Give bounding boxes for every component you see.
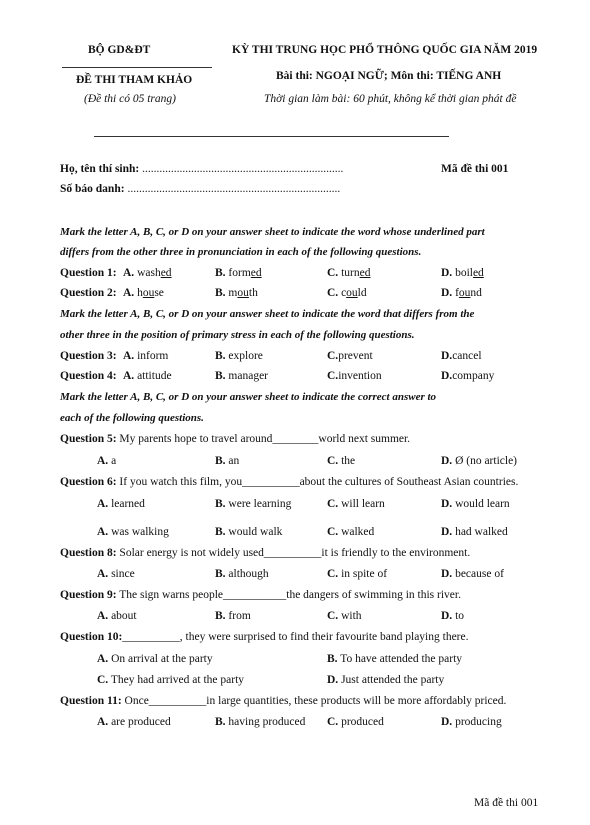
q6-label: Question 6: (60, 476, 117, 488)
section2-instruction-line1: Mark the letter A, B, C, or D on your answer sheet to indicate the word that differs from the (60, 308, 475, 320)
q9-b-letter: B. (215, 610, 226, 622)
q9-d-letter: D. (441, 610, 453, 622)
q6-b-letter: B. (215, 498, 226, 510)
q3-option-d (441, 350, 482, 362)
q2-d-underlined: ou (458, 287, 471, 299)
q2-c-post: ld (357, 287, 367, 299)
q5-stem-line (60, 433, 410, 445)
q3-d-text: cancel (452, 350, 482, 362)
q1-d-letter: D. (441, 267, 453, 279)
q11-a-letter: A. (97, 716, 109, 728)
q9-stem: The sign warns people___________the dangers of swimming in this river. (116, 589, 461, 601)
q8-stem-line (60, 547, 470, 559)
q3-b-text: explore (228, 350, 263, 362)
q8-option-d (441, 568, 504, 580)
q1-d-underlined: ed (472, 267, 484, 279)
q10-c-text: They had arrived at the party (110, 674, 245, 686)
q4-option-b (215, 370, 268, 382)
q5-b-letter: B. (215, 455, 226, 467)
q7-c-text: walked (341, 526, 375, 538)
q10-b-text: To have attended the party (340, 653, 463, 665)
q1-c-underlined: ed (359, 267, 371, 279)
exam-time: Thời gian làm bài: 60 phút, không kể thời gian phát đề (264, 93, 517, 105)
q9-a-text: about (111, 610, 137, 622)
q11-d-text: producing (455, 716, 502, 728)
q11-option-c (327, 716, 384, 728)
q5-d-text: Ø (no article) (455, 455, 518, 467)
q11-c-text: produced (341, 716, 384, 728)
q3-label: Question 3: (60, 350, 117, 362)
q6-a-letter: A. (97, 498, 109, 510)
section1-instruction-line1: Mark the letter A, B, C, or D on your answer sheet to indicate the word whose underlined part (60, 226, 485, 238)
q9-label: Question 9: (60, 589, 117, 601)
section1-instruction-line2: differs from the other three in pronunciation in each of the following questions. (60, 246, 422, 258)
q10-label: Question 10: (60, 631, 123, 643)
q7-option-c (327, 526, 374, 538)
q9-stem-line (60, 589, 461, 601)
q8-b-text: although (228, 568, 269, 580)
q10-d-letter: D. (327, 674, 339, 686)
section3-instruction-line2: each of the following questions. (60, 412, 204, 424)
q1-b-stem: form (228, 267, 251, 279)
q3-a-letter: A. (123, 350, 135, 362)
q7-option-b (215, 526, 282, 538)
q2-a-pre: h (137, 287, 143, 299)
q6-b-text: were learning (228, 498, 292, 510)
q1-c-stem: turn (341, 267, 360, 279)
q5-stem: My parents hope to travel around________world next summer. (116, 433, 411, 445)
q9-option-a (97, 610, 137, 622)
q8-label: Question 8: (60, 547, 117, 559)
q8-option-c (327, 568, 387, 580)
q4-option-d (441, 370, 494, 382)
q8-c-letter: C. (327, 568, 339, 580)
q4-c-text: invention (338, 370, 382, 382)
candidate-id-dots: .......................................................................... (124, 183, 341, 195)
q8-a-text: since (111, 568, 135, 580)
q1-a-stem: wash (137, 267, 161, 279)
exam-title: KỲ THI TRUNG HỌC PHỔ THÔNG QUỐC GIA NĂM 2019 (232, 44, 538, 56)
q10-option-d (327, 674, 444, 686)
footer-exam-code: Mã đề thi 001 (474, 797, 539, 809)
header-divider-left (62, 67, 212, 68)
q8-c-text: in spite of (341, 568, 388, 580)
candidate-name-dots: ...................................................................... (139, 163, 344, 175)
q7-option-d (441, 526, 508, 538)
q10-a-text: On arrival at the party (111, 653, 213, 665)
q7-d-text: had walked (455, 526, 508, 538)
candidate-name-field (60, 163, 343, 175)
q11-stem: Once__________in large quantities, these products will be more affordably priced. (121, 695, 507, 707)
q4-c-letter: C. (327, 370, 339, 382)
q6-option-d (441, 498, 510, 510)
q2-option-c (327, 287, 367, 299)
q4-b-letter: B. (215, 370, 226, 382)
q10-option-b (327, 653, 462, 665)
q5-a-text: a (111, 455, 117, 467)
q8-d-letter: D. (441, 568, 453, 580)
q10-stem: __________, they were surprised to find their favourite band playing there. (122, 631, 469, 643)
q1-option-b (215, 267, 262, 279)
q10-stem-line (60, 631, 468, 643)
q7-option-a (97, 526, 169, 538)
section3-instruction-line1: Mark the letter A, B, C, or D on your answer sheet to indicate the correct answer to (60, 391, 437, 403)
q1-a-letter: A. (123, 267, 135, 279)
q4-label: Question 4: (60, 370, 117, 382)
q5-c-letter: C. (327, 455, 339, 467)
q6-option-b (215, 498, 291, 510)
q11-label: Question 11: (60, 695, 122, 707)
ministry-name: BỘ GD&ĐT (88, 44, 151, 56)
q11-b-text: having produced (228, 716, 306, 728)
q2-b-post: th (248, 287, 258, 299)
q3-c-text: prevent (338, 350, 373, 362)
q10-c-letter: C. (97, 674, 109, 686)
q2-d-post: nd (470, 287, 482, 299)
q2-d-pre: f (455, 287, 459, 299)
q1-c-letter: C. (327, 267, 339, 279)
q8-option-b (215, 568, 269, 580)
q3-a-text: inform (137, 350, 169, 362)
candidate-id-label: Số báo danh: (60, 183, 125, 195)
q4-option-a (123, 370, 172, 382)
q2-option-d (441, 287, 482, 299)
q1-d-stem: boil (455, 267, 473, 279)
q6-stem-line (60, 476, 518, 488)
q11-d-letter: D. (441, 716, 453, 728)
q6-option-a (97, 498, 145, 510)
q6-d-text: would learn (455, 498, 510, 510)
q11-b-letter: B. (215, 716, 226, 728)
candidate-id-field (60, 183, 340, 195)
q2-b-underlined: ou (237, 287, 249, 299)
q6-option-c (327, 498, 385, 510)
q8-b-letter: B. (215, 568, 226, 580)
q7-d-letter: D. (441, 526, 453, 538)
q2-label: Question 2: (60, 287, 117, 299)
q9-c-text: with (341, 610, 362, 622)
q3-b-letter: B. (215, 350, 226, 362)
q4-a-text: attitude (137, 370, 172, 382)
q5-label: Question 5: (60, 433, 117, 445)
q11-a-text: are produced (111, 716, 171, 728)
q5-a-letter: A. (97, 455, 109, 467)
q2-c-letter: C. (327, 287, 339, 299)
q11-stem-line (60, 695, 506, 707)
q2-c-pre: c (341, 287, 347, 299)
q10-d-text: Just attended the party (341, 674, 445, 686)
q7-b-letter: B. (215, 526, 226, 538)
q11-option-d (441, 716, 502, 728)
candidate-name-label: Họ, tên thí sinh: (60, 163, 140, 175)
q1-b-underlined: ed (250, 267, 262, 279)
q2-d-letter: D. (441, 287, 453, 299)
q1-b-letter: B. (215, 267, 226, 279)
q5-d-letter: D. (441, 455, 453, 467)
q9-a-letter: A. (97, 610, 109, 622)
q2-a-underlined: ou (142, 287, 155, 299)
q8-option-a (97, 568, 135, 580)
q7-a-text: was walking (111, 526, 169, 538)
q3-d-letter: D. (441, 350, 453, 362)
q11-c-letter: C. (327, 716, 339, 728)
q5-c-text: the (341, 455, 356, 467)
q5-option-d (441, 455, 517, 467)
q7-a-letter: A. (97, 526, 109, 538)
q1-a-underlined: ed (160, 267, 172, 279)
subject-line: Bài thi: NGOẠI NGỮ; Môn thi: TIẾNG ANH (276, 70, 502, 82)
q9-d-text: to (455, 610, 465, 622)
q9-option-d (441, 610, 464, 622)
q3-option-b (215, 350, 263, 362)
q7-c-letter: C. (327, 526, 339, 538)
header-divider-main (94, 136, 449, 137)
q2-a-post: se (154, 287, 164, 299)
q4-option-c (327, 370, 382, 382)
exam-code: Mã đề thi 001 (441, 163, 509, 175)
q9-b-text: from (228, 610, 251, 622)
q11-option-b (215, 716, 305, 728)
doc-type: ĐỀ THI THAM KHẢO (76, 74, 193, 86)
q5-b-text: an (228, 455, 240, 467)
q5-option-a (97, 455, 116, 467)
q4-d-text: company (452, 370, 495, 382)
q2-option-b (215, 287, 258, 299)
q8-a-letter: A. (97, 568, 109, 580)
q9-option-b (215, 610, 251, 622)
q6-d-letter: D. (441, 498, 453, 510)
page-count: (Đề thi có 05 trang) (84, 93, 176, 105)
q10-b-letter: B. (327, 653, 338, 665)
q2-b-pre: m (228, 287, 238, 299)
q4-a-letter: A. (123, 370, 135, 382)
q10-option-a (97, 653, 213, 665)
q8-d-text: because of (455, 568, 504, 580)
q7-b-text: would walk (228, 526, 283, 538)
q1-label: Question 1: (60, 267, 117, 279)
section2-instruction-line2: other three in the position of primary stress in each of the following questions. (60, 329, 415, 341)
q4-b-text: manager (228, 370, 269, 382)
q9-option-c (327, 610, 362, 622)
q1-option-c (327, 267, 370, 279)
q1-option-a (123, 267, 172, 279)
q5-option-c (327, 455, 355, 467)
q2-b-letter: B. (215, 287, 226, 299)
q8-stem: Solar energy is not widely used__________it is friendly to the environment. (116, 547, 471, 559)
q3-c-letter: C. (327, 350, 339, 362)
q9-c-letter: C. (327, 610, 339, 622)
q2-a-letter: A. (123, 287, 135, 299)
q2-option-a (123, 287, 164, 299)
q4-d-letter: D. (441, 370, 453, 382)
q2-c-underlined: ou (346, 287, 358, 299)
q10-a-letter: A. (97, 653, 109, 665)
q6-c-letter: C. (327, 498, 339, 510)
q1-option-d (441, 267, 484, 279)
q5-option-b (215, 455, 239, 467)
q3-option-a (123, 350, 168, 362)
q6-a-text: learned (111, 498, 145, 510)
q10-option-c (97, 674, 244, 686)
q6-stem: If you watch this film, you__________about the cultures of Southeast Asian countries. (116, 476, 519, 488)
q3-option-c (327, 350, 373, 362)
q6-c-text: will learn (341, 498, 385, 510)
q11-option-a (97, 716, 171, 728)
